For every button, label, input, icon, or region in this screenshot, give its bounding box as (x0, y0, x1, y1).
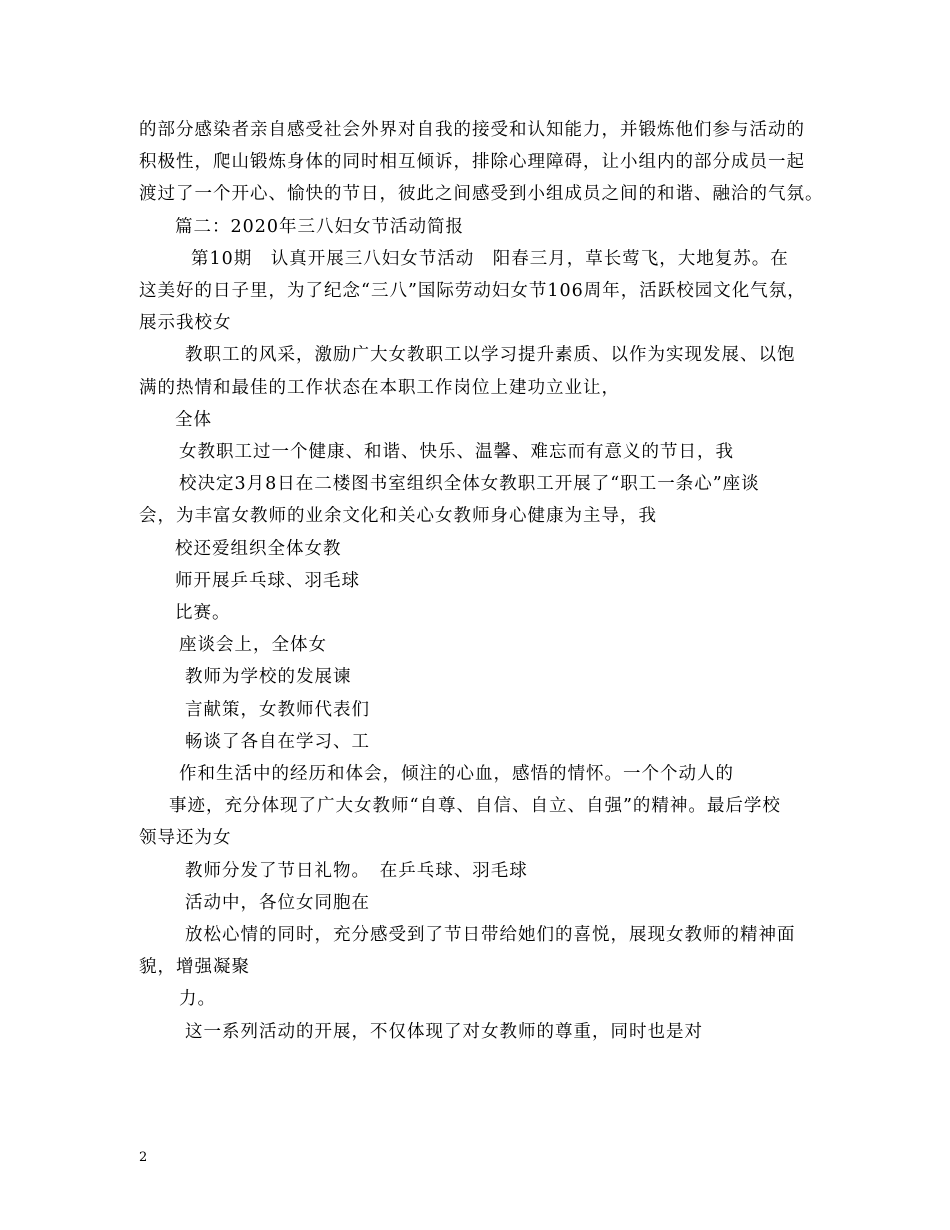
text-line: 师开展乒乓球、羽毛球 (175, 570, 360, 591)
text-line: 比赛。 (175, 603, 231, 623)
text-line: 活动中，各位女同胞在 (185, 892, 370, 913)
text-line: 言献策，女教师代表们 (185, 699, 370, 720)
text-line: 这一系列活动的开展，不仅体现了对女教师的尊重，同时也是对 (185, 1021, 703, 1042)
text-line: 教师为学校的发展谏 (185, 667, 352, 688)
text-line: 展示我校女 (139, 313, 232, 334)
text-line: 事迹，充分体现了广大女教师“自尊、自信、自立、自强”的精神。最后学校 (169, 796, 781, 817)
text-line: 会，为丰富女教师的业余文化和关心女教师身心健康为主导，我 (139, 506, 657, 527)
text-line: 教职工的风采，激励广大女教职工以学习提升素质、以作为实现发展、以饱 (185, 345, 796, 366)
text-line: 座谈会上，全体女 (179, 635, 327, 656)
text-line: 满的热情和最佳的工作状态在本职工作岗位上建功立业让， (139, 377, 620, 398)
text-line: 貌，增强凝聚 (139, 957, 250, 978)
text-line: 这美好的日子里，为了纪念“三八”国际劳动妇女节106周年，活跃校园文化气氛， (139, 281, 806, 301)
text-line: 领导还为女 (139, 828, 232, 849)
text-line: 全体 (175, 409, 212, 430)
text-line: 教师分发了节日礼物。 在乒乓球、羽毛球 (185, 860, 528, 881)
text-line: 畅谈了各自在学习、工 (185, 731, 370, 752)
text-line: 积极性，爬山锻炼身体的同时相互倾诉，排除心理障碍，让小组内的部分成员一起 (139, 152, 805, 173)
text-line: 的部分感染者亲自感受社会外界对自我的接受和认知能力，并锻炼他们参与活动的 (139, 120, 805, 140)
text-line: 渡过了一个开心、愉快的节日，彼此之间感受到小组成员之间的和谐、融洽的气氛。 (139, 184, 824, 205)
text-line: 女教职工过一个健康、和谐、快乐、温馨、难忘而有意义的节日，我 (179, 442, 734, 462)
text-line: 篇二：2020年三八妇女节活动简报 (175, 216, 465, 237)
text-line: 校还爱组织全体女教 (175, 538, 342, 559)
page-number: 2 (139, 1150, 148, 1165)
text-line: 放松心情的同时，充分感受到了节日带给她们的喜悦，展现女教师的精神面 (185, 925, 796, 945)
text-line: 作和生活中的经历和体会，倾注的心血，感悟的情怀。一个个动人的 (179, 764, 734, 784)
text-line: 第10期 认真开展三八妇女节活动 阳春三月，草长莺飞，大地复苏。在 (191, 248, 789, 269)
text-line: 力。 (179, 989, 216, 1010)
text-line: 校决定3月8日在二楼图书室组织全体女教职工开展了“职工一条心”座谈 (179, 474, 760, 495)
